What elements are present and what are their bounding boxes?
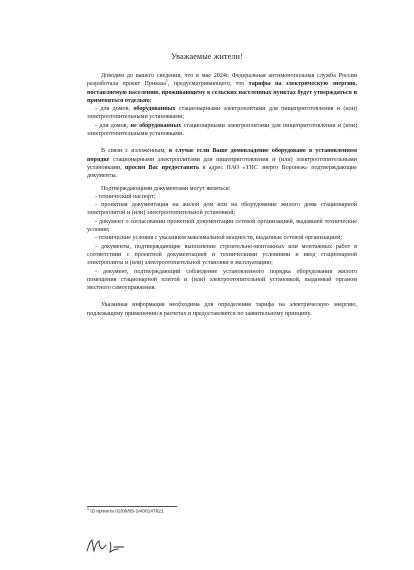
docs-intro: Подтверждающими документами могут являться:: [101, 185, 231, 192]
footnote-ref: 1: [165, 78, 168, 84]
paragraph-intro: [87, 72, 357, 105]
bullet-equipped-pre: - для домов,: [95, 106, 134, 113]
letter-body: [87, 72, 357, 318]
handwritten-signature: [84, 536, 129, 556]
request-bold-2: просим Вас предоставить: [124, 164, 200, 171]
intro-text-a: Доводим до вашего сведения, что в мае 2024г. Федеральная антимонопольная служба России разработала проект Приказа: [87, 73, 357, 88]
request-text-b: стационарными электроплитами для пищеприготовления и (или) электроотопительными установками,: [87, 156, 357, 171]
paragraph-request: [87, 147, 357, 180]
doc-item: - технические условия с указанием максимальной мощности, выданные сетевой организацией;: [95, 235, 343, 242]
intro-text-b: , предусматривающего, что: [167, 81, 249, 88]
page-title: Уважаемые жители!: [171, 52, 243, 61]
intro-bold-text: тарифы на электрическую энергию, поставляемую населению, проживающему в сельских населенных пунктах будут утверждаться и применяться отдельно:: [87, 81, 357, 104]
doc-item: - проектная документация на жилой дом или на оборудование жилого дома стационарной электроплитой и (или) электроотопительной установкой;: [87, 202, 357, 217]
paragraph-final: Указанная информация необходима для определения тарифа на электрическую энергию, подлежащему применению в расчетах и предоставляется по заявительному принципу.: [87, 302, 357, 317]
bullet-equipped-post: стационарными электроплитами для пищеприготовления и (или) электроотопительными установками;: [87, 106, 357, 121]
request-text-a: В связи с изложенным,: [101, 148, 169, 155]
footnote-number: 1: [87, 507, 89, 511]
footnote-text: ID проекта 02/08/05-24/00147621: [88, 509, 164, 515]
request-text-c: в адрес ПАО «ТНС энерго Воронеж» подтверждающие документы.: [87, 164, 357, 180]
bullet-equipped: [87, 105, 357, 122]
bullet-equipped-bold: оборудованных: [133, 106, 176, 113]
doc-item: - документ о согласовании проектной документации сетевой организацией, выдавшей технические условия;: [87, 218, 357, 234]
request-bold-1: в случае если Ваше домовладение оборудовано в установленном порядке: [87, 148, 357, 163]
bullet-not-equipped-bold: не оборудованных: [130, 122, 182, 129]
bullet-not-equipped-post: стационарными электроплитами для пищеприготовления и (или) электроотопительными установками.: [87, 122, 357, 138]
footnote-divider: [87, 506, 177, 507]
bullet-not-equipped: [87, 122, 357, 139]
doc-item: - технический паспорт;: [95, 193, 156, 200]
footnote: [87, 509, 164, 515]
bullet-not-equipped-pre: - для домов,: [95, 122, 131, 129]
doc-item: - документ, подтверждающий соблюдение установленного порядка оборудования жилого помещения стационарной плитой и (или) электроотопительной установкой, выданный органом местного самоуправления.: [87, 268, 357, 292]
doc-item: - документы, подтверждающие выполнение строительно-монтажных или монтажных работ в соответствии с проектной документацией и техническими условиями и ввод стационарной электроплиты и (или) электроотопительной установки в эксплуатацию;: [87, 243, 357, 267]
